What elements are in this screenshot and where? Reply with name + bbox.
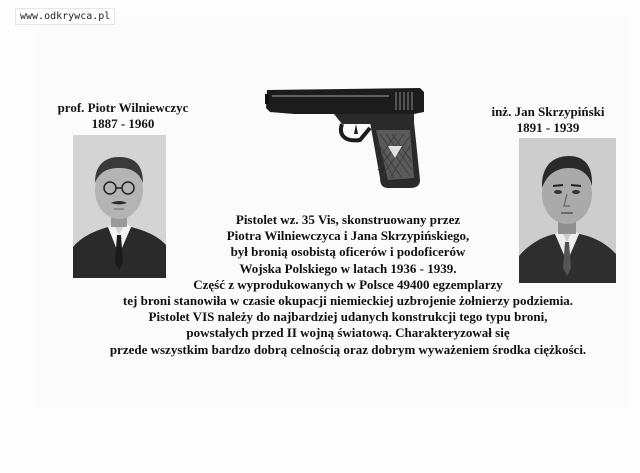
description-line: powstałych przed II wojną światową. Charakteryzował się (186, 325, 510, 341)
person-left-name: prof. Piotr Wilniewczyc (57, 100, 189, 115)
watermark-url: www.odkrywca.pl (15, 8, 115, 25)
caption-right (458, 104, 638, 136)
description-line: Część z wyprodukowanych w Polsce 49400 egzemplarzy (193, 276, 503, 292)
description-line: był bronią osobistą oficerów i podoficerów (230, 244, 466, 260)
description-line: Pistolet VIS należy do najbardziej udanych konstrukcji tego typu broni, (148, 309, 548, 325)
person-right-name: inż. Jan Skrzypiński (491, 104, 605, 119)
description-line: Piotra Wilniewczyca i Jana Skrzypińskiego, (226, 228, 470, 244)
description-paragraph (68, 212, 628, 358)
person-right-years: 1891 - 1939 (516, 120, 580, 135)
vis-pistol-icon (264, 84, 426, 192)
description-line: przede wszystkim bardzo dobrą celnością oraz dobrym wyważeniem środka ciężkości. (109, 341, 587, 357)
description-line: tej broni stanowiła w czasie okupacji niemieckiej uzbrojenie żołnierzy podziemia. (122, 293, 574, 309)
description-line: Pistolet wz. 35 Vis, skonstruowany przez (235, 212, 461, 227)
person-left-years: 1887 - 1960 (91, 116, 155, 131)
description-line: Wojska Polskiego w latach 1936 - 1939. (239, 260, 457, 276)
caption-left (38, 100, 208, 132)
